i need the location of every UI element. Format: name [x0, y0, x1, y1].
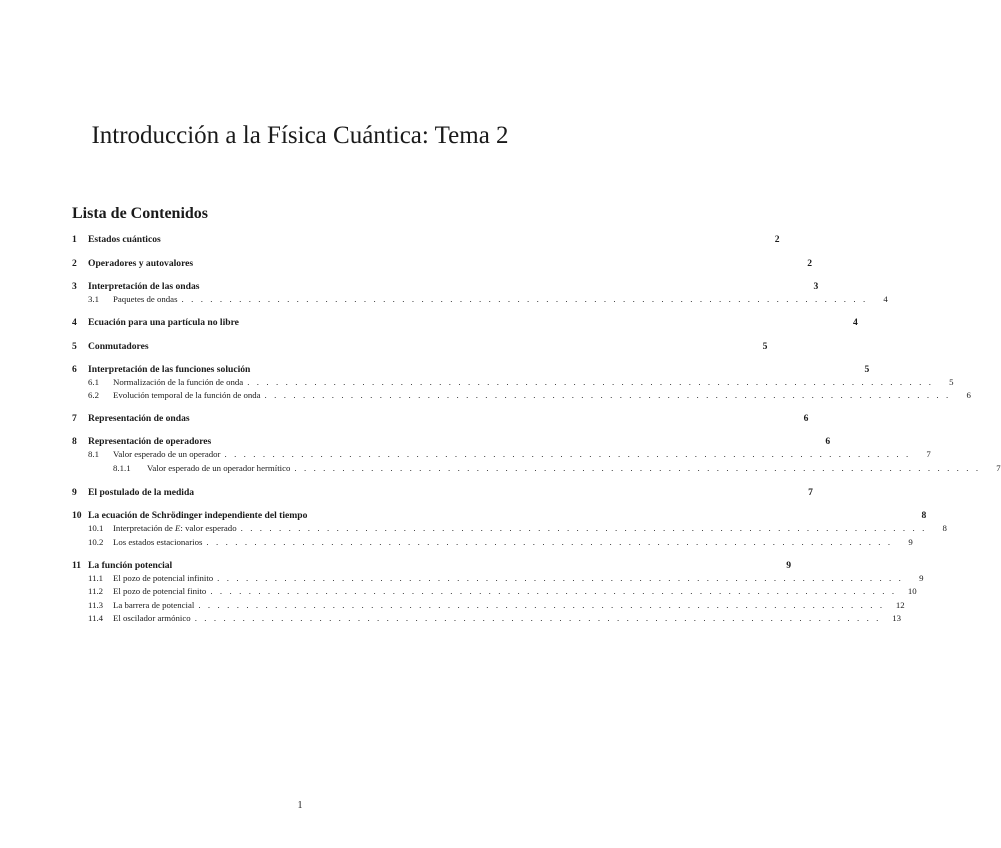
document-title: Introducción a la Física Cuántica: Tema 2	[91, 122, 509, 149]
toc-entry-label: La función potencial	[88, 560, 173, 571]
toc-entry-label: El oscilador armónico	[113, 613, 191, 623]
toc-leader: . . . . . . . . . . . . . . . . . . . . . . . . . . . . . . . . . . . . . . . . . . . . . . . . . . . . . . . . . . . . . . . . . . . . . . . .	[240, 523, 927, 533]
toc-leader: . . . . . . . . . . . . . . . . . . . . . . . . . . . . . . . . . . . . . . . . . . . . . . . . . . . . . . . . . . . . . . . . . . . . . . . .	[194, 613, 881, 623]
toc-entry-label: Valor esperado de un operador hermítico	[147, 463, 291, 473]
toc-entry-label: Normalización de la función de onda	[113, 377, 244, 387]
toc-entry-page: 5	[864, 364, 870, 375]
toc-entry-number: 8	[72, 436, 77, 447]
toc-entry-label: Estados cuánticos	[88, 234, 161, 245]
toc-entry-page: 3	[813, 281, 819, 292]
toc-entry-label: Ecuación para una partícula no libre	[88, 317, 239, 328]
toc-entry-number: 6	[72, 364, 77, 375]
toc-entry-number: 8.1.1	[113, 463, 131, 473]
toc-entry-label: El pozo de potencial finito	[113, 586, 207, 596]
toc-entry-label: Representación de ondas	[88, 413, 190, 424]
toc-entry-label: Valor esperado de un operador	[113, 449, 221, 459]
toc-entry-label: Interpretación de E: valor esperado	[113, 523, 237, 533]
toc-entry-page: 12	[895, 600, 905, 610]
toc-entry-page: 10	[907, 586, 917, 596]
toc-entry[interactable]	[72, 463, 1001, 475]
toc-entry[interactable]	[72, 449, 931, 461]
toc-entry[interactable]	[72, 294, 888, 306]
toc-entry[interactable]	[72, 364, 870, 376]
toc-entry[interactable]	[72, 537, 913, 549]
toc-entry-number: 8.1	[88, 449, 99, 459]
toc-heading: Lista de Contenidos	[72, 205, 209, 222]
toc-leader: . . . . . . . . . . . . . . . . . . . . . . . . . . . . . . . . . . . . . . . . . . . . . . . . . . . . . . . . . . . . . . . . . . . . . . . .	[264, 390, 951, 400]
toc-entry-number: 11.4	[88, 613, 104, 623]
toc-entry[interactable]	[72, 600, 905, 612]
toc-entry-page: 6	[803, 413, 809, 424]
toc-entry[interactable]	[72, 377, 954, 389]
toc-entry-page: 7	[996, 463, 1001, 473]
toc-entry[interactable]	[72, 281, 819, 293]
toc-entry[interactable]	[72, 510, 927, 522]
toc-entry-page: 5	[762, 341, 768, 352]
page-number: 1	[297, 800, 303, 811]
toc-entry-number: 11.2	[88, 586, 104, 596]
toc-entry[interactable]	[72, 523, 947, 535]
toc-entry-number: 6.1	[88, 377, 99, 387]
toc-entry-number: 5	[72, 341, 77, 352]
toc-entry[interactable]	[72, 258, 812, 270]
toc-entry[interactable]	[72, 341, 768, 353]
toc-entry-number: 3.1	[88, 294, 99, 304]
toc-entry-number: 3	[72, 281, 77, 292]
toc-entry-label: Los estados estacionarios	[113, 537, 203, 547]
toc-leader: . . . . . . . . . . . . . . . . . . . . . . . . . . . . . . . . . . . . . . . . . . . . . . . . . . . . . . . . . . . . . . . . . . . . . . . .	[247, 377, 934, 387]
toc-entry-label: La ecuación de Schrödinger independiente del tiempo	[88, 510, 308, 521]
toc-entry-page: 13	[892, 613, 901, 623]
toc-entry-number: 7	[72, 413, 77, 424]
toc-entry-label: Representación de operadores	[88, 436, 212, 447]
toc-leader: . . . . . . . . . . . . . . . . . . . . . . . . . . . . . . . . . . . . . . . . . . . . . . . . . . . . . . . . . . . . . . . . . . . . . . . .	[198, 600, 885, 610]
toc-entry[interactable]	[72, 613, 901, 625]
toc-entry-page: 6	[825, 436, 831, 447]
toc-entry-page: 2	[774, 234, 780, 245]
toc-entry[interactable]	[72, 586, 917, 598]
toc-entry-label: Paquetes de ondas	[113, 294, 178, 304]
toc-entry-page: 9	[908, 537, 913, 547]
toc-leader: . . . . . . . . . . . . . . . . . . . . . . . . . . . . . . . . . . . . . . . . . . . . . . . . . . . . . . . . . . . . . . . . . . . . . . . .	[294, 463, 981, 473]
toc-entry[interactable]	[72, 560, 792, 572]
toc-entry-page: 4	[852, 317, 858, 328]
toc-entry-number: 9	[72, 487, 77, 498]
toc-entry-page: 7	[926, 449, 931, 459]
toc-entry-page: 7	[808, 487, 813, 498]
toc-entry-page: 2	[807, 258, 812, 269]
toc-entry-number: 11.3	[88, 600, 104, 610]
toc-entry-label: La barrera de potencial	[113, 600, 195, 610]
toc-entry[interactable]	[72, 487, 813, 499]
toc-entry[interactable]	[72, 413, 809, 425]
toc-entry[interactable]	[72, 436, 831, 448]
toc-entry-page: 8	[942, 523, 947, 533]
toc-entry-number: 10	[72, 510, 82, 521]
toc-entry-number: 11.1	[88, 573, 104, 583]
toc-leader: . . . . . . . . . . . . . . . . . . . . . . . . . . . . . . . . . . . . . . . . . . . . . . . . . . . . . . . . . . . . . . . . . . . . . . . .	[181, 294, 868, 304]
toc-entry-page: 8	[921, 510, 927, 521]
toc-leader: . . . . . . . . . . . . . . . . . . . . . . . . . . . . . . . . . . . . . . . . . . . . . . . . . . . . . . . . . . . . . . . . . . . . . . . .	[224, 449, 911, 459]
toc-entry-page: 9	[786, 560, 792, 571]
toc-entry-page: 9	[919, 573, 924, 583]
toc-entry-page: 6	[966, 390, 971, 400]
toc-entry-page: 5	[949, 377, 954, 387]
toc-leader: . . . . . . . . . . . . . . . . . . . . . . . . . . . . . . . . . . . . . . . . . . . . . . . . . . . . . . . . . . . . . . . . . . . . . . . .	[217, 573, 904, 583]
toc-entry-number: 10.1	[88, 523, 104, 533]
toc-entry-number: 1	[72, 234, 77, 245]
toc-entry-label: Evolución temporal de la función de onda	[113, 390, 261, 400]
toc-entry-number: 2	[72, 258, 77, 269]
toc-entry-label: Conmutadores	[88, 341, 149, 352]
toc-entry-label: El pozo de potencial infinito	[113, 573, 214, 583]
toc-entry-number: 10.2	[88, 537, 104, 547]
toc-entry-label: Interpretación de las funciones solución	[88, 364, 251, 375]
toc-entry-label: Operadores y autovalores	[88, 258, 194, 269]
toc-entry[interactable]	[72, 573, 924, 585]
toc-leader: . . . . . . . . . . . . . . . . . . . . . . . . . . . . . . . . . . . . . . . . . . . . . . . . . . . . . . . . . . . . . . . . . . . . . . . .	[210, 586, 897, 596]
toc-entry[interactable]	[72, 234, 780, 246]
toc-entry[interactable]	[72, 317, 858, 329]
toc-entry-number: 11	[72, 560, 82, 571]
toc-entry-number: 6.2	[88, 390, 99, 400]
toc-entry-label: El postulado de la medida	[88, 487, 195, 498]
toc-entry-label: Interpretación de las ondas	[88, 281, 200, 292]
toc-entry-number: 4	[72, 317, 77, 328]
toc-entry-page: 4	[883, 294, 888, 304]
toc-leader: . . . . . . . . . . . . . . . . . . . . . . . . . . . . . . . . . . . . . . . . . . . . . . . . . . . . . . . . . . . . . . . . . . . . . . . .	[206, 537, 893, 547]
toc-entry[interactable]	[72, 390, 971, 402]
